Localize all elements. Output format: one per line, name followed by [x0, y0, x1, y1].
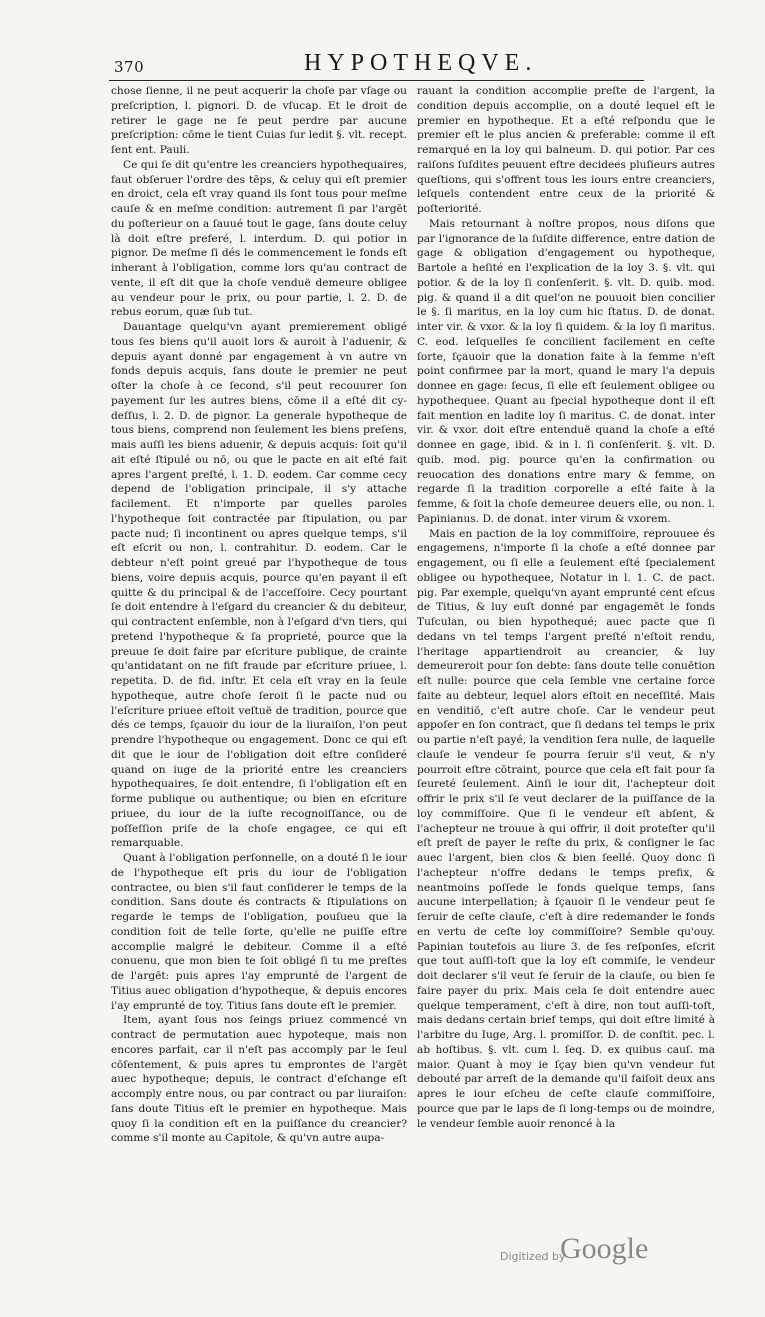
paragraph: Item, ayant ſous nos ſeings priuez commencé vn contract de permutation auec hypoteque, mais non encores parfait, car il n'eſt pas accomply par le ſeul cōſentement, & puis apres tu emprontes de l'argēt auec hypotheque; depuis, le contract d'eſchange eſt accomply entre nous, ou par contract ou par liuraiſon: ſans doute Titius eſt le premier en hypotheque. Mais quoy ſi la condition eſt en la puiſſance du creancier? comme s'il monte au Capitole, & qu'vn autre aupa-	[111, 1014, 407, 1145]
google-logo: Google	[560, 1232, 649, 1265]
page-header	[108, 50, 638, 80]
paragraph: rauant la condition accomplie preſte de l'argent, la condition depuis accomplie, on a douté lequel eſt le premier en hypotheque. Et a eſté reſpondu que le premier eſt le plus ancien & preferable: comme il eſt remarqué en la loy qui balneum. D. qui potior. Par ces raiſons ſuſdites peuuent eſtre decidees pluſieurs autres queſtions, qui s'offrent tous les iours entre creanciers, leſquels contendent entre ceux de la priorité & poſteriorité.	[417, 85, 715, 215]
paragraph: chose ſienne, il ne peut acquerir la choſe par vſage ou preſcription, l. pignori. D. de vſucap. Et le droit de retirer le gage ne ſe peut perdre par aucune preſcription: cōme le tient Cuias ſur ledit §. vlt. recept. ſent ent. Pauli.	[111, 85, 407, 156]
left-column	[111, 84, 407, 1146]
paragraph: Mais retournant à noſtre propos, nous diſons que par l'ignorance de la ſuſdite difference, entre dation de gage & obligation d'engagement ou hypotheque, Bartole a heſité en l'explication de la loy 3. §. vlt. qui potior. & de la loy ſi conſenſerit. §. vlt. D. quib. mod. pig. & quand il a dit quel'on ne pouuoit bien concilier le §. ſi maritus, en la loy cum hic ſtatus. D. de donat. inter vir. & vxor. & la loy ſi quidem. & la loy ſi maritus. C. eod. leſquelles ſe concilient facilement en ceſte ſorte, ſçauoir que la donation faite à la femme n'eſt point confirmee par la mort, quand le mary l'a depuis donnee en gage: ſecus, ſi elle eſt ſeulement obligee ou hypothequee. Quant au ſpecial hypotheque dont il eſt fait mention en ladite loy ſi maritus. C. de donat. inter vir. & vxor. doit eſtre entenduë quand la choſe a eſté donnee en gage, ibid. & in l. ſi conſenſerit. §. vlt. D. quib. mod. pig. pource qu'en la confirmation ou reuocation des donations entre mary & femme, on regarde ſi la tradition corporelle a eſté faite à la femme, & ſoit la choſe demeuree deuers elle, ou non. l. Papinianus. D. de donat. inter virum & vxorem.	[417, 217, 715, 525]
paragraph: Dauantage quelqu'vn ayant premierement obligé tous ſes biens qu'il auoit lors & auroit à l'aduenir, & depuis ayant donné par engagement à vn autre vn fonds depuis acquis, ſans doute le premier ne peut oſter la choſe à ce ſecond, s'il peut recouurer ſon payement ſur les autres biens, cōme il a eſté dit cy-deſſus, l. 2. D. de pignor. La generale hypotheque de tous biens, comprend non ſeulement les biens preſens, mais auſſi les biens aduenir, & depuis acquis: ſoit qu'il ait eſté ſtipulé ou nō, ou que le pacte en ait eſté fait apres l'argent preſté, l. 1. D. eodem. Car comme cecy depend de l'obligation principale, il s'y attache facilement. Et n'importe par quelles paroles l'hypotheque ſoit contractée par ſtipulation, ou par pacte nud; ſi incontinent ou apres quelque temps, s'il eſt eſcrit ou non, l. contrahitur. D. eodem. Car le debteur n'eſt point greué par l'hypotheque de tous biens, voire depuis acquis, pource qu'en payant il eſt quitte & du principal & de l'acceſſoire. Cecy pourtant ſe doit entendre à l'eſgard du creancier & du debiteur, qui contractent enſemble, non à l'eſgard d'vn tiers, qui pretend l'hypotheque & ſa proprieté, pource que la preuue ſe doit faire par eſcriture publique, de crainte qu'antidatant on ne fiſt fraude par eſcriture priuee, l. repetita. D. de fid. inſtr. Et cela eſt vray en la ſeule hypotheque, autre choſe ſeroit ſi le pacte nud ou l'eſcriture priuee eſtoit veſtuë de tradition, pource que dés ce temps, ſçauoir du iour de la liuraiſon, l'on peut prendre l'hypotheque ou engagement. Donc ce qui eſt dit que le iour de l'obligation doit eſtre conſideré quand on iuge de la priorité entre les creanciers hypothequaires, ſe doit entendre, ſi l'obligation eſt en forme publique ou authentique; ou bien en eſcriture priuee, du iour de la iuſte recognoiſſance, ou de poſſeſſion priſe de la choſe engagee, ce qui eſt remarquable.	[111, 321, 407, 850]
digitized-watermark	[500, 1232, 660, 1272]
paragraph: Quant à l'obligation perſonnelle, on a douté ſi le iour de l'hypotheque eſt pris du iour de l'obligation contractee, ou bien s'il faut conſiderer le temps de la condition. Sans doute és contracts & ſtipulations on regarde le temps de l'obligation, pouſueu que la condition ſoit de telle ſorte, qu'elle ne puiſſe eſtre accomplie malgré le debiteur. Comme il a eſté conuenu, que mon bien te ſoit obligé ſi tu me preſtes de l'argēt: puis apres i'ay emprunté de l'argent de Titius auec obligation d'hypotheque, & depuis encores i'ay emprunté de toy. Titius ſans doute eſt le premier.	[111, 852, 407, 1012]
right-column	[417, 84, 715, 1131]
header-rule	[109, 80, 644, 81]
running-title: HYPOTHEQVE.	[304, 50, 538, 76]
paragraph: Ce qui ſe dit qu'entre les creanciers hypothequaires, faut obſeruer l'ordre des tēps, & celuy qui eſt premier en droict, cela eſt vray quand ils ſont tous pour meſme cauſe & en meſme condition: autrement ſi par l'argēt du poſterieur on a ſauué tout le gage, ſans doute celuy là doit eſtre preferé, l. interdum. D. qui potior in pignor. De meſme ſi dés le commencement le fonds eſt inherant à l'obligation, comme lors qu'au contract de vente, il eſt dit que la choſe venduë demeure obligee au vendeur pour le prix, ou pour partie, l. 2. D. de rebus eorum, quæ ſub tut.	[111, 158, 407, 319]
paragraph: Mais en paction de la loy commiſſoire, reprouuee és engagemens, n'importe ſi la choſe a eſté donnee par engagement, ou ſi elle a ſeulement eſté ſpecialement obligee ou hypothequee, Notatur in l. 1. C. de pact. pig. Par exemple, quelqu'vn ayant emprunté cent eſcus de Titius, & luy euſt donné par engagemēt le fonds Tuſculan, ou bien hypothequé; auec pacte que ſi dedans vn tel temps l'argent preſté n'eſtoit rendu, l'heritage appartiendroit au creancier, & luy demeureroit pour ſon debte: ſans doute telle conuētion eſt nulle: pource que cela ſemble vne certaine force faite au debteur, lequel alors eſtoit en neceſſité. Mais en venditiō, c'eſt autre choſe. Car le vendeur peut appoſer en ſon contract, que ſi dedans tel temps le prix ou partie n'eſt payé, la vendition ſera nulle, de laquelle clauſe le vendeur ſe pourra ſeruir s'il veut, & n'y pourroit eſtre cōtraint, pource que cela eſt fait pour ſa ſeureté ſeulement. Ainſi le iour dit, l'achepteur doit offrir le prix s'il ſe veut declarer de la puiſſance de la loy commiſſoire. Que ſi le vendeur eſt abſent, & l'achepteur ne trouue à qui offrir, il doit proteſter qu'il eſt preſt de payer le reſte du prix, & conſigner le ſac auec l'argent, bien clos & bien ſeellé. Quoy donc ſi l'achepteur n'offre dedans le temps prefix, & neantmoins poſſede le fonds quelque temps, ſans aucune interpellation; à ſçauoir ſi le vendeur peut ſe ſeruir de ceſte clauſe, c'eſt à dire redemander le fonds en vertu de ceſte loy commiſſoire? Semble qu'ouy. Papinian toutefois au liure 3. de ſes reſponſes, eſcrit que tout auſſi-toſt que la loy eſt commiſe, le vendeur doit declarer s'il veut ſe ſeruir de la clauſe, ou bien ſe faire payer du prix. Mais cela ſe doit entendre auec quelque temperament, c'eſt à dire, non tout auſſi-toſt, mais dedans certain brief temps, qui doit eſtre limité à l'arbitre du Iuge, Arg. l. promiſſor. D. de conſtit. pec. l. ab hoſtibus. §. vlt. cum l. ſeq. D. ex quibus cauſ. ma maior. Quant à moy ie ſçay bien qu'vn vendeur fut debouté par arreſt de la demande qu'il faiſoit deux ans apres le iour eſcheu de ceſte clauſe commiſſoire, pource que par le laps de ſi long-temps ou de moindre, le vendeur ſemble auoir renoncé à la	[417, 527, 715, 1130]
digitized-by-label: Digitized by	[500, 1250, 566, 1263]
page-number: 370	[114, 58, 145, 76]
